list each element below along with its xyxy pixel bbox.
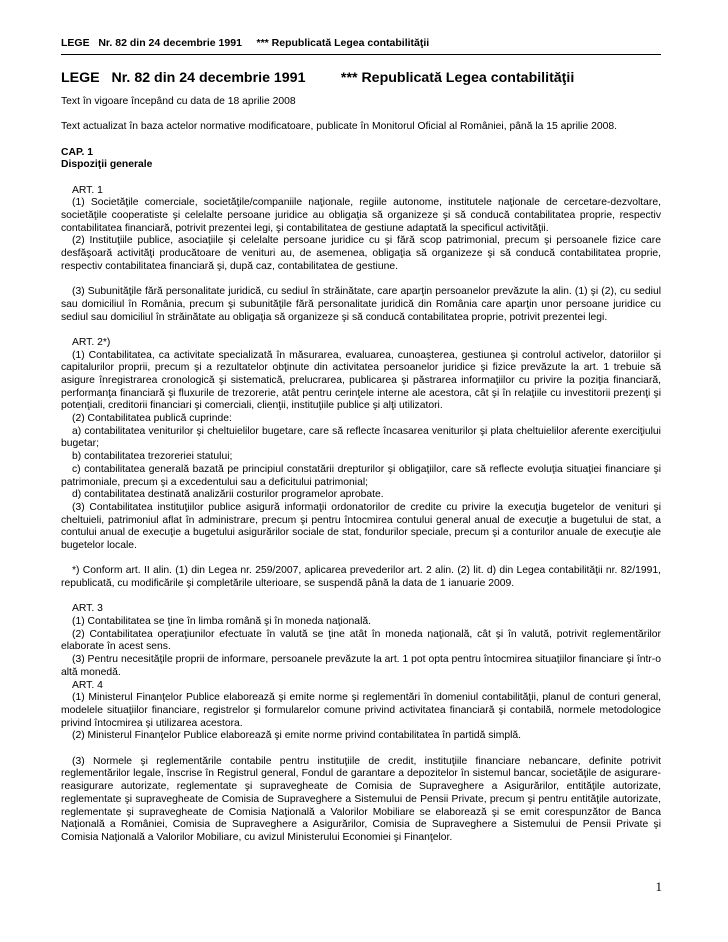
chapter-title: Dispoziţii generale — [61, 159, 153, 171]
article-2-footnote: *) Conform art. II alin. (1) din Legea nr. 259/2007, aplicarea prevederilor art. 2 alin. (2) lit. d) din Legea contabilităţii nr. 82/1991, republicată, cu modificările şi completările ulterioare, se suspendă până la data de 1 ianuarie 2009. — [61, 565, 661, 590]
article-2-paragraph-2: (2) Contabilitatea publică cuprinde: — [72, 413, 232, 425]
article-2-heading: ART. 2*) — [72, 336, 111, 348]
article-3-heading: ART. 3 — [72, 603, 103, 615]
running-header: LEGE Nr. 82 din 24 decembrie 1991 *** Republicată Legea contabilităţii — [61, 37, 430, 49]
article-4-paragraph-3: (3) Normele şi reglementările contabile pentru instituţiile de credit, instituţiile financiare nebancare, definite potrivit reglementărilor legale, înscrise în Registrul general, Fondul de garantare a depozitelor în sistemul bancar, societăţile de asigurare-reasigurare autorizate, reglementate şi supravegheate de Comisia de Supraveghere a Asigurărilor, entităţile autorizate, reglementate şi supravegheate de Comisia de Supraveghere a Sistemului de Pensii Private, precum şi pentru entităţile autorizate, reglementate şi supravegheate de Comisia Naţională a Valorilor Mobiliare se elaborează şi se emit corespunzător de Banca Naţională a României, Comisia de Supraveghere a Asigurărilor, Comisia de Supraveghere a Sistemului de Pensii Private şi Comisia Naţională a Valorilor Mobiliare, cu avizul Ministerului Economiei şi Finanţelor. — [61, 755, 661, 843]
article-2-paragraph-1: (1) Contabilitatea, ca activitate specializată în măsurarea, evaluarea, cunoaşterea, gestiunea şi controlul activelor, datoriilor şi capitalurilor proprii, precum şi a rezultatelor obţinute din activitatea persoanelor juridice şi fizice prevăzute la art. 1 trebuie să asigure înregistrarea cronologică şi sistematică, prelucrarea, publicarea şi păstrarea informaţiilor cu privire la poziţia financiară, performanţa financiară şi fluxurile de trezorerie, atât pentru cerinţele interne ale acestora, cât şi în relaţiile cu investitorii prezenţi şi potenţiali, creditorii financiari şi comerciali, clienţii, instituţiile publice şi alţi utilizatori. — [61, 349, 661, 412]
article-2-paragraph-3: (3) Contabilitatea instituţiilor publice asigură informaţii ordonatorilor de credite cu privire la execuţia bugetelor de venituri şi cheltuieli, patrimoniul aflat în administrare, precum şi pentru întocmirea contului general anual de execuţie a bugetului de stat, a contului anual de execuţie a bugetului asigurărilor sociale de stat, fondurilor speciale, precum şi a conturilor anuale de execuţie ale bugetelor locale. — [61, 501, 661, 552]
article-4-paragraph-1: (1) Ministerul Finanţelor Publice elaborează şi emite norme şi reglementări în domeniul contabilităţii, planul de conturi general, modelele situaţiilor financiare, registrelor şi formularelor comune privind activitatea financiară şi contabilă, normele metodologice privind întocmirea şi utilizarea acestora. — [61, 692, 661, 729]
article-1-heading: ART. 1 — [72, 184, 103, 196]
article-4-heading: ART. 4 — [72, 679, 103, 691]
in-force-note: Text în vigoare începând cu data de 18 aprilie 2008 — [61, 96, 296, 107]
article-2-item-b: b) contabilitatea trezoreriei statului; — [72, 451, 233, 463]
article-1-paragraph-2: (2) Instituţiile publice, asociaţiile şi celelalte persoane juridice cu şi fără scop patrimonial, precum şi persoanele fizice care desfăşoară activităţi producătoare de venituri au, de asemenea, obligaţia să organizeze şi să conducă contabilitatea proprie, respectiv contabilitatea financiară şi, după caz, contabilitatea de gestiune. — [61, 235, 661, 272]
article-4-paragraph-2: (2) Ministerul Finanţelor Publice elaborează şi emite norme privind contabilitatea în partidă simplă. — [72, 730, 522, 742]
article-2-item-d: d) contabilitatea destinată analizării costurilor programelor aprobate. — [72, 489, 384, 501]
header-divider — [61, 54, 661, 55]
article-1-paragraph-1: (1) Societăţile comerciale, societăţile/companiile naţionale, regiile autonome, institutele naţionale de cercetare-dezvoltare, societăţile cooperatiste şi celelalte persoane juridice au obligaţia să organizeze şi să conducă contabilitatea proprie, respectiv contabilitatea financiară, potrivit prezentei legi, şi contabilitatea de gestiune adaptată la specificul activităţii. — [61, 197, 661, 234]
article-3-paragraph-1: (1) Contabilitatea se ţine în limba română şi în moneda naţională. — [72, 616, 371, 628]
article-2-item-a: a) contabilitatea veniturilor şi cheltuielilor bugetare, care să reflecte încasarea veniturilor şi plata cheltuielilor aferente exerciţiului bugetar; — [61, 425, 661, 450]
chapter-number: CAP. 1 — [61, 146, 94, 158]
updated-note: Text actualizat în baza actelor normative modificatoare, publicate în Monitorul Oficial al României, până la 15 aprilie 2008. — [61, 121, 617, 133]
article-3-paragraph-3: (3) Pentru necesităţile proprii de informare, persoanele prevăzute la art. 1 pot opta pentru întocmirea situaţiilor financiare şi într-o altă monedă. — [61, 654, 661, 678]
article-3-paragraph-2: (2) Contabilitatea operaţiunilor efectuate în valută se ţine atât în moneda naţională, cât şi în valută, potrivit reglementărilor elaborate în acest sens. — [61, 628, 661, 653]
article-1-paragraph-3: (3) Subunităţile fără personalitate juridică, cu sediul în străinătate, care aparţin persoanelor prevăzute la alin. (1) şi (2), cu sediul sau domiciliul în România, precum şi subunităţile fără personalitate juridică din România care aparţin unor persoane juridice cu sediul sau domiciliul în străinătate au obligaţia să organizeze şi să conducă contabilitatea proprie, potrivit prezentei legi. — [61, 286, 661, 323]
document-title: LEGE Nr. 82 din 24 decembrie 1991 *** Republicată Legea contabilităţii — [61, 70, 575, 86]
article-2-item-c: c) contabilitatea generală bazată pe principiul constatării drepturilor şi obligaţiilor, care să reflecte evoluţia situaţiei financiare şi patrimoniale, precum şi a excedentului sau a deficitului patrimonial; — [61, 463, 661, 488]
document-body — [61, 96, 661, 845]
page-number: 1 — [655, 879, 662, 894]
